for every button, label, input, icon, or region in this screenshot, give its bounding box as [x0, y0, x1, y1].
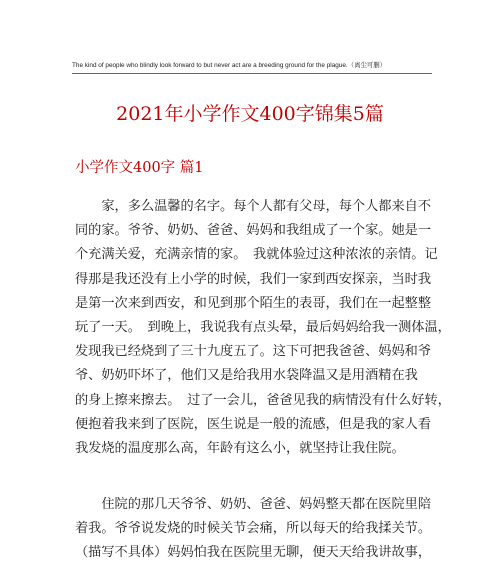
text-line: 得那是我还没有上小学的时候，我们一家到西安探亲，当时我	[75, 271, 432, 287]
paragraph	[75, 493, 435, 566]
text-line: 住院的那几天爷爷、奶奶、爸爸、妈妈整天都在医院里陪	[75, 497, 432, 512]
text-line: 便抱着我来到了医院，医生说是一般的流感，但是我的家人看	[75, 416, 432, 432]
text-line: 我发烧的温度那么高，年龄有这么小，就坚持让我住院。	[75, 440, 405, 456]
section-title: 小学作文400字 篇1	[75, 160, 204, 176]
text-line: 家，多么温馨的名字。每个人都有父母，每个人都来自不	[75, 199, 432, 214]
text-line: 是第一次来到西安，和见到那个陌生的表哥，我们在一起整整	[75, 295, 432, 311]
header-divider	[72, 73, 432, 74]
text-line: 玩了一天。 到晚上，我说我有点头晕，最后妈妈给我一测体温，	[75, 319, 451, 335]
text-line: 发现我已经烧到了三十九度五了。这下可把我爸爸、妈妈和爷	[75, 344, 432, 360]
text-line: 爷、奶奶吓坏了，他们又是给我用水袋降温又是用酒精在我	[75, 368, 418, 384]
text-line: 个充满关爱，充满亲情的家。 我就体验过这种浓浓的亲情。记	[75, 247, 438, 263]
text-line: 着我。爷爷说发烧的时候关节会痛，所以每天的给我揉关节。	[75, 521, 432, 537]
paragraph	[75, 195, 451, 461]
text-line: （描写不具体）妈妈怕我在医院里无聊，便天天给我讲故事，	[75, 545, 432, 561]
document-title: 2021年小学作文400字锦集5篇	[116, 103, 384, 125]
header-quote: The kind of people who blindly look forward to but never act are a breeding ground for the plague.（离尘可删）	[72, 62, 387, 69]
text-line: 同的家。爷爷、奶奶、爸爸、妈妈和我组成了一个家。她是一	[75, 223, 432, 239]
text-line: 的身上擦来擦去。 过了一会儿，爸爸见我的病情没有什么好转，	[75, 392, 451, 408]
